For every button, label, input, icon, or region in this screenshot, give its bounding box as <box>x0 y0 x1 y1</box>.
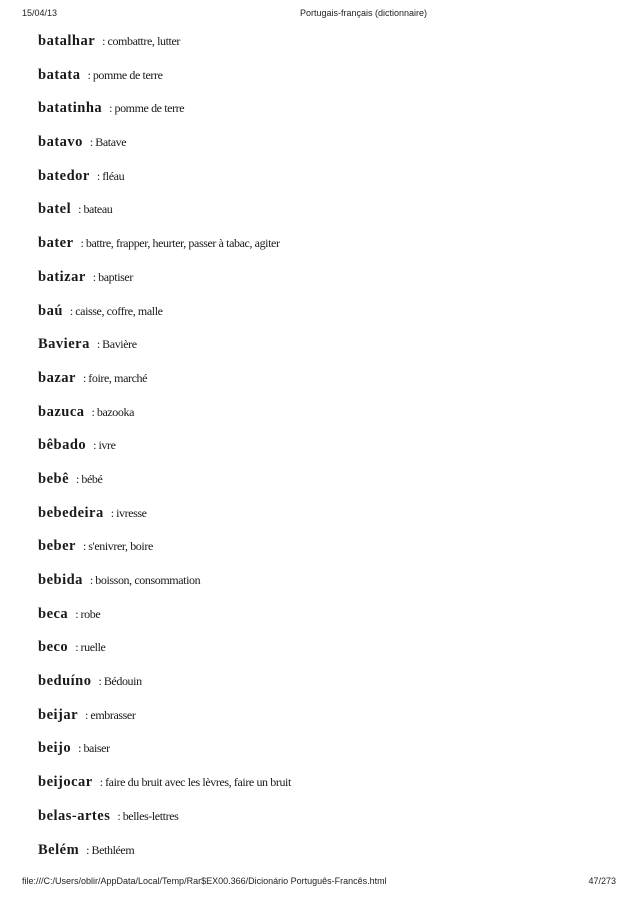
entry-headword: bazuca <box>38 403 85 420</box>
dictionary-entry-list <box>38 31 618 873</box>
entry-definition: battre, frapper, heurter, passer à tabac, agiter <box>85 236 280 251</box>
entry-definition: Batave <box>95 135 127 150</box>
entry-headword: Belém <box>38 841 80 858</box>
entry-definition: combattre, lutter <box>107 34 181 48</box>
entry-separator: : <box>69 303 74 318</box>
entry-definition: s'enivrer, boire <box>88 539 153 554</box>
entry-separator: : <box>93 438 97 453</box>
entry-separator: : <box>82 539 87 554</box>
dictionary-entry <box>38 301 618 335</box>
entry-separator: : <box>96 337 101 352</box>
entry-separator: : <box>110 505 115 520</box>
entry-separator: : <box>85 707 89 722</box>
entry-headword: beijar <box>38 706 79 723</box>
entry-separator: : <box>80 236 84 251</box>
entry-definition: ivre <box>98 438 116 453</box>
dictionary-entry <box>38 65 618 99</box>
entry-separator: : <box>109 101 113 116</box>
print-header <box>22 8 616 22</box>
entry-definition: baptiser <box>98 269 133 284</box>
print-footer <box>22 876 616 890</box>
entry-separator: : <box>89 135 94 150</box>
entry-definition: robe <box>80 606 101 621</box>
entry-definition: boisson, consommation <box>95 573 201 587</box>
dictionary-entry <box>38 604 618 638</box>
dictionary-entry <box>38 334 618 368</box>
entry-separator: : <box>92 269 97 284</box>
entry-separator: : <box>87 67 91 82</box>
dictionary-entry <box>38 368 618 402</box>
entry-headword: beber <box>38 538 76 555</box>
page-number: 47/273 <box>588 876 616 886</box>
entry-separator: : <box>78 202 82 217</box>
entry-definition: faire du bruit avec les lèvres, faire un bruit <box>105 775 291 790</box>
dictionary-entry <box>38 233 618 267</box>
entry-separator: : <box>86 842 90 857</box>
entry-separator: : <box>82 370 87 385</box>
dictionary-entry <box>38 132 618 166</box>
entry-separator: : <box>99 775 104 790</box>
entry-headword: bebê <box>38 470 69 487</box>
entry-headword: bebida <box>38 572 83 588</box>
entry-definition: embrasser <box>90 707 136 722</box>
entry-definition: bateau <box>83 202 113 217</box>
dictionary-entry <box>38 637 618 671</box>
entry-definition: belles-lettres <box>122 808 179 823</box>
entry-separator: : <box>98 674 102 689</box>
entry-headword: beijocar <box>38 774 93 791</box>
entry-definition: caisse, coffre, malle <box>75 303 163 318</box>
dictionary-entry <box>38 267 618 301</box>
entry-headword: batavo <box>38 134 83 151</box>
entry-definition: Bethléem <box>91 842 135 857</box>
entry-headword: batata <box>38 66 81 83</box>
entry-headword: batel <box>38 201 72 218</box>
entry-separator: : <box>89 573 94 587</box>
entry-definition: ruelle <box>80 640 106 655</box>
entry-headword: beduíno <box>38 673 92 690</box>
entry-separator: : <box>75 606 79 621</box>
entry-headword: batedor <box>38 167 90 184</box>
entry-headword: bêbado <box>38 437 87 454</box>
entry-separator: : <box>76 471 80 486</box>
entry-headword: Baviera <box>38 336 90 353</box>
entry-headword: beijo <box>38 740 72 757</box>
entry-definition: bazooka <box>96 404 135 419</box>
dictionary-entry <box>38 840 618 874</box>
entry-definition: Bavière <box>102 337 137 352</box>
entry-definition: ivresse <box>116 505 147 520</box>
dictionary-entry <box>38 671 618 705</box>
dictionary-entry <box>38 98 618 132</box>
entry-headword: bater <box>38 235 74 252</box>
dictionary-entry <box>38 503 618 537</box>
entry-headword: bazar <box>38 369 76 386</box>
dictionary-entry <box>38 570 618 604</box>
entry-headword: baú <box>38 302 63 319</box>
entry-separator: : <box>75 640 79 655</box>
print-date: 15/04/13 <box>22 8 58 18</box>
dictionary-entry <box>38 469 618 503</box>
dictionary-entry <box>38 199 618 233</box>
dictionary-entry <box>38 435 618 469</box>
entry-definition: foire, marché <box>88 370 148 385</box>
entry-definition: pomme de terre <box>114 101 185 116</box>
entry-separator: : <box>102 34 106 48</box>
entry-definition: bébé <box>81 471 103 486</box>
entry-definition: Bédouin <box>103 674 142 689</box>
dictionary-entry <box>38 402 618 436</box>
dictionary-entry <box>38 31 618 65</box>
dictionary-entry <box>38 536 618 570</box>
entry-separator: : <box>91 404 95 419</box>
entry-headword: belas-artes <box>38 807 111 824</box>
dictionary-entry <box>38 166 618 200</box>
entry-headword: bebedeira <box>38 504 104 521</box>
entry-definition: baiser <box>83 741 110 756</box>
entry-headword: batizar <box>38 268 86 285</box>
entry-separator: : <box>117 808 121 823</box>
entry-headword: beca <box>38 605 69 622</box>
entry-headword: beco <box>38 639 69 656</box>
entry-separator: : <box>78 741 82 756</box>
entry-separator: : <box>96 168 101 183</box>
dictionary-entry <box>38 738 618 772</box>
document-title: Portugais-français (dictionnaire) <box>300 8 428 18</box>
entry-definition: fléau <box>102 168 125 183</box>
entry-headword: batatinha <box>38 100 103 117</box>
entry-definition: pomme de terre <box>92 67 163 82</box>
dictionary-entry <box>38 806 618 840</box>
dictionary-entry <box>38 772 618 806</box>
dictionary-entry <box>38 705 618 739</box>
file-path: file:///C:/Users/oblir/AppData/Local/Temp/Rar$EX00.366/Dicionário Português-Francês.html <box>22 876 387 886</box>
entry-headword: batalhar <box>38 33 96 49</box>
